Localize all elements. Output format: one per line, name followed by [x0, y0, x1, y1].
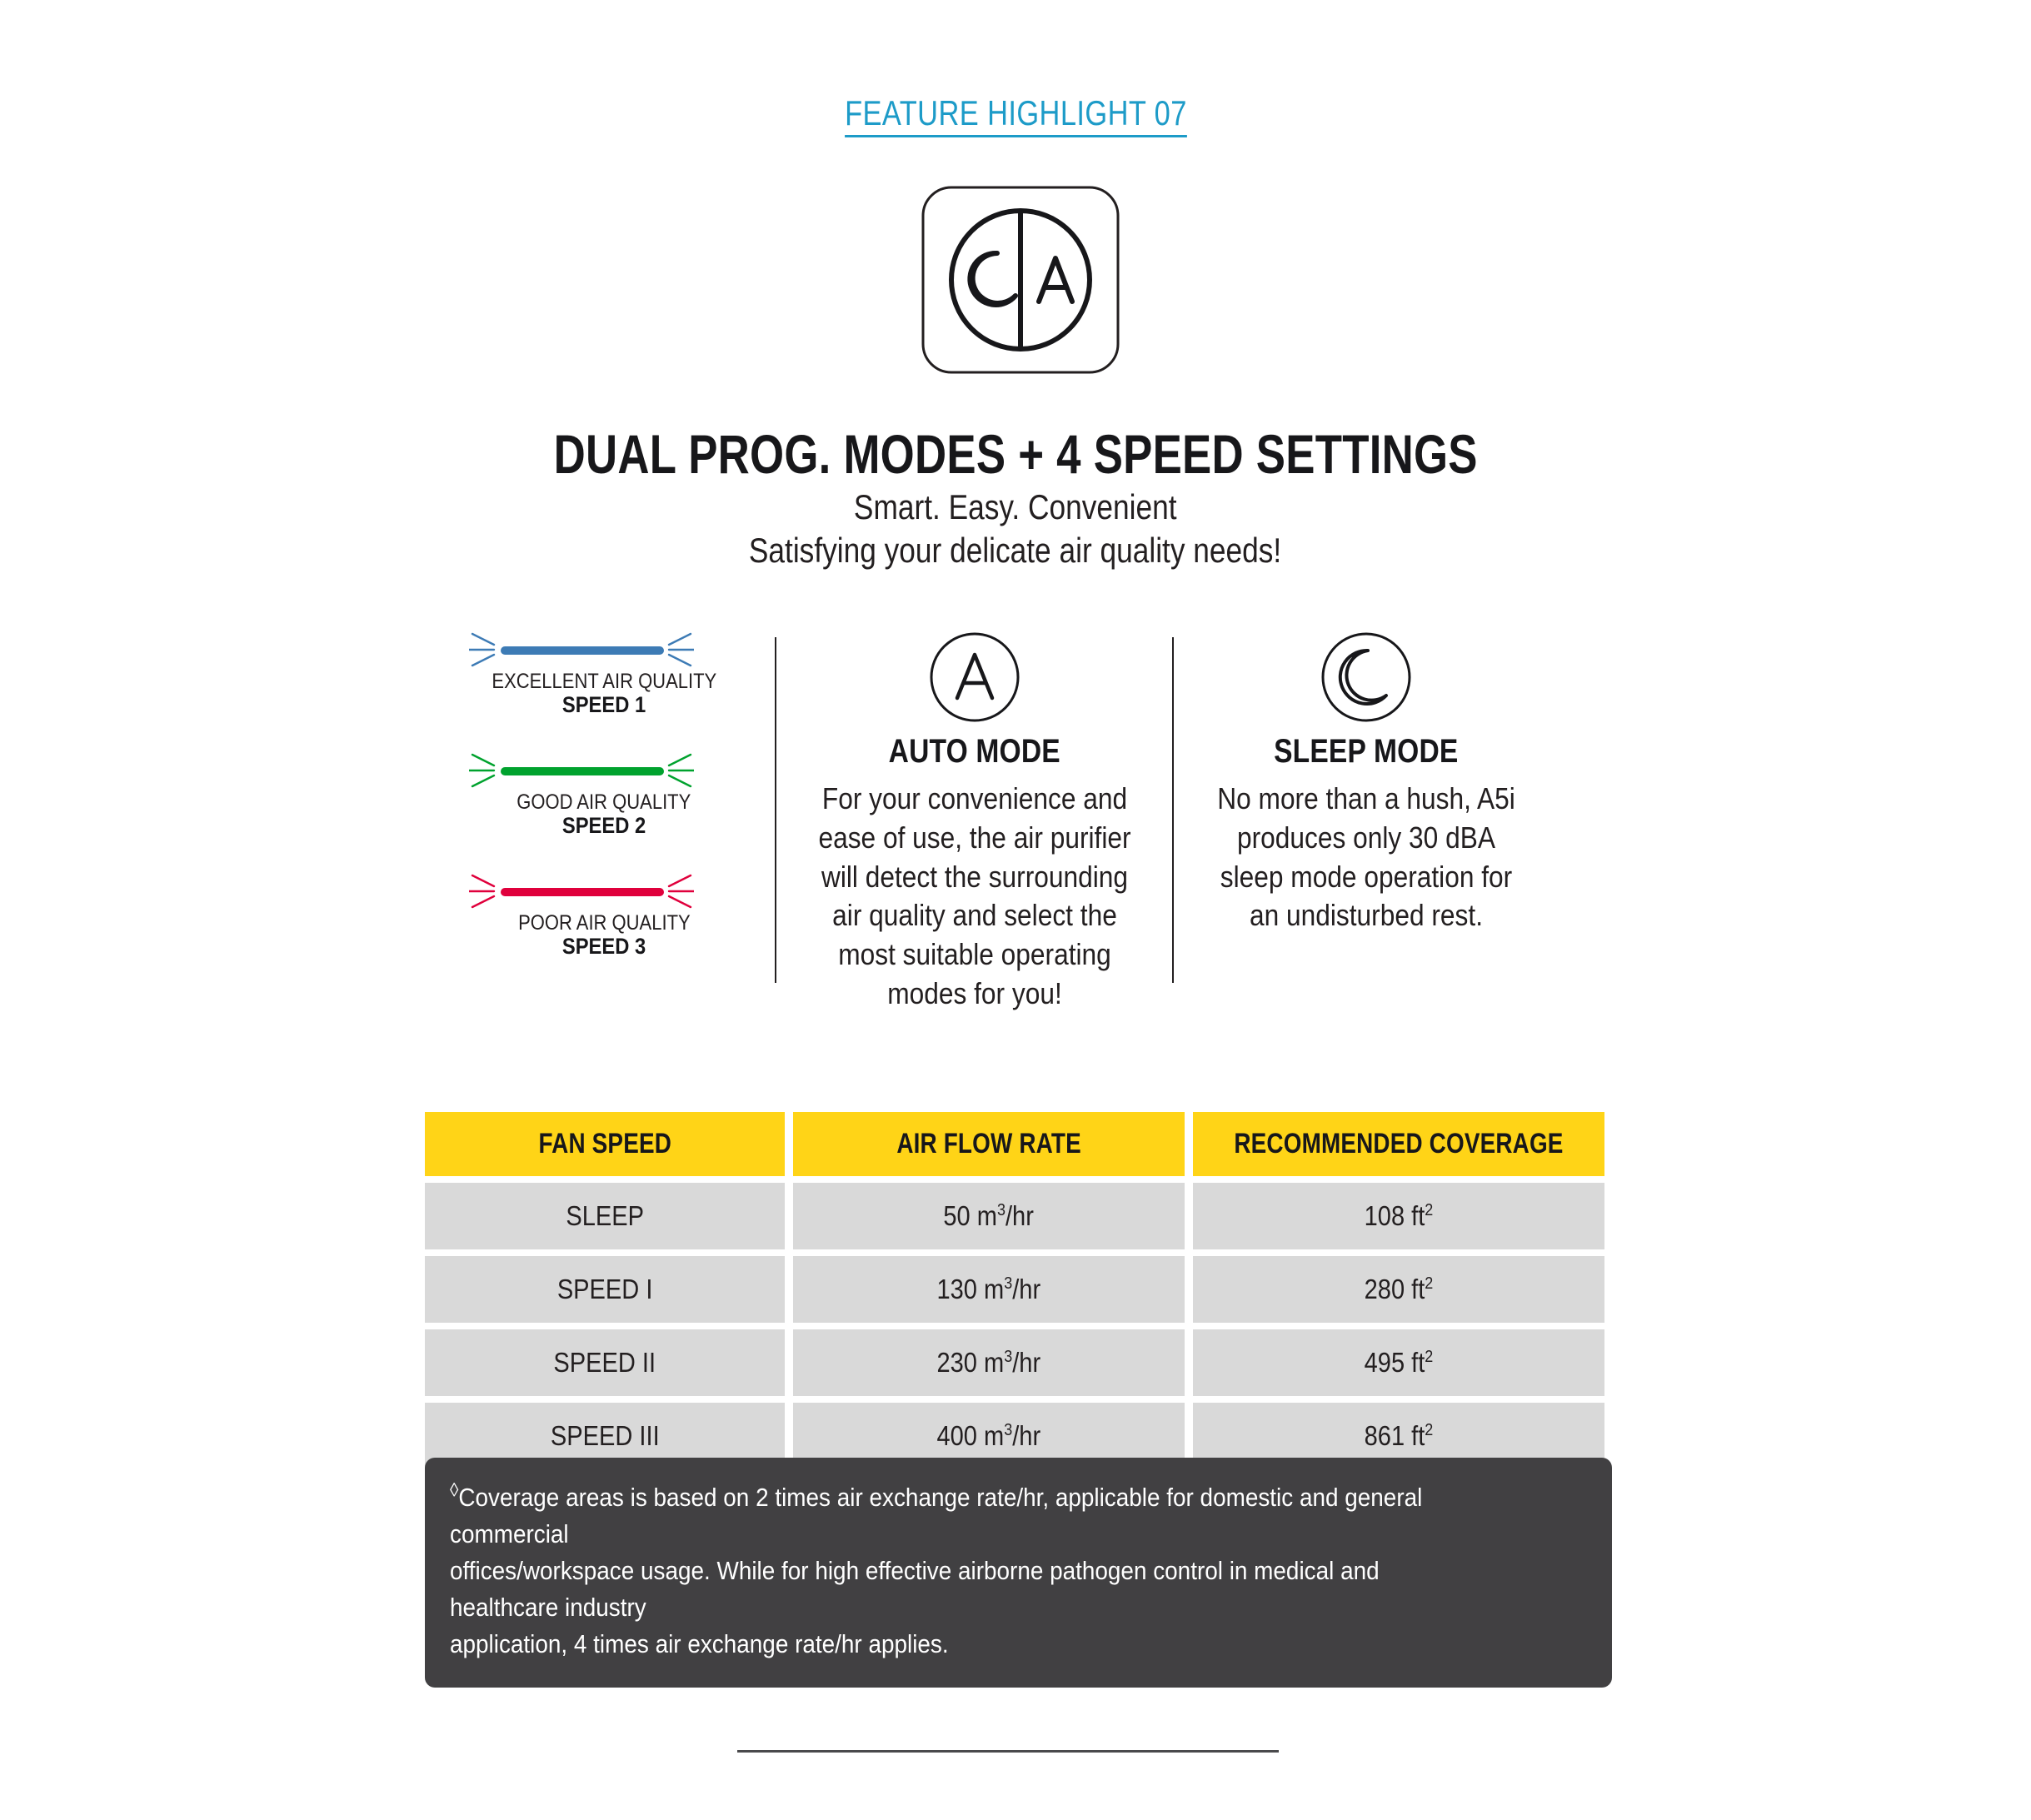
sleep-mode-title-text: SLEEP MODE [1274, 733, 1459, 770]
cell-fan-speed-text: SPEED II [553, 1347, 656, 1378]
footnote-line [450, 1479, 1587, 1553]
air-flow-unit: /hr [1006, 1200, 1035, 1231]
cell-air-flow-rate-text [944, 1200, 1034, 1232]
footnote-line-3-text: application, 4 times air exchange rate/hr applies. [450, 1629, 949, 1659]
air-flow-unit: /hr [1012, 1347, 1041, 1378]
coverage-superscript: 2 [1425, 1200, 1434, 1219]
sleep-mode-title [1187, 735, 1545, 768]
cell-air-flow-rate-text [937, 1347, 1041, 1379]
auto-mode-title-text: AUTO MODE [888, 733, 1061, 770]
cell-coverage [1193, 1329, 1604, 1396]
footnote-line-2-text: offices/workspace usage. While for high effective airborne pathogen control in medical and healthcare industry [450, 1556, 1380, 1623]
dual-mode-moon-auto-icon [921, 185, 1120, 375]
ray-left-icon [469, 872, 502, 910]
air-quality-speed-text: SPEED 2 [561, 813, 646, 838]
sleep-mode-body-line: No more than a hush, A5i [1217, 781, 1515, 815]
sleep-mode-body-line: an undisturbed rest. [1249, 898, 1484, 933]
table-header-air-flow-rate [793, 1112, 1185, 1176]
auto-mode-body-line: will detect the surrounding [821, 859, 1129, 894]
cell-coverage-text [1365, 1200, 1434, 1232]
air-quality-speed-text: SPEED 3 [561, 934, 646, 959]
table-header-recommended-coverage [1193, 1112, 1604, 1176]
subtitle-line-2-text: Satisfying your delicate air quality needs! [749, 531, 1282, 570]
coverage-superscript: 2 [1425, 1274, 1434, 1293]
auto-mode-column [787, 631, 1162, 1014]
cell-coverage [1193, 1256, 1604, 1323]
table-row [425, 1256, 1604, 1323]
eyebrow-heading [0, 93, 2031, 137]
column-divider-1 [775, 637, 776, 983]
air-quality-speed [471, 693, 737, 717]
bottom-divider [737, 1750, 1279, 1753]
coverage-superscript: 2 [1425, 1420, 1434, 1439]
cell-air-flow-rate-text [937, 1274, 1041, 1305]
table-header-row [425, 1112, 1604, 1176]
glowing-bar-indicator-icon [471, 631, 737, 669]
footnote-line-1 [450, 1479, 1474, 1553]
sleep-mode-column [1187, 631, 1545, 935]
footnote-box [425, 1458, 1612, 1688]
air-quality-bar [501, 646, 664, 655]
air-quality-label [471, 791, 737, 813]
ray-right-icon [661, 631, 694, 669]
cell-fan-speed-text: SPEED III [550, 1420, 660, 1451]
cell-coverage-text [1365, 1274, 1434, 1305]
air-flow-value: 230 m [936, 1347, 1005, 1378]
coverage-value: 108 ft [1364, 1200, 1425, 1231]
moon-circle-icon [1320, 631, 1413, 724]
air-quality-label-text: POOR AIR QUALITY [517, 911, 691, 935]
cell-fan-speed [425, 1183, 785, 1249]
page-title [0, 423, 2031, 485]
ray-left-icon [469, 631, 502, 669]
table-header-recommended-coverage-text: RECOMMENDED COVERAGE [1234, 1128, 1564, 1159]
cell-fan-speed-text: SPEED I [556, 1274, 653, 1304]
coverage-value: 495 ft [1364, 1347, 1425, 1378]
sleep-mode-body-line: sleep mode operation for [1220, 859, 1513, 894]
modes-band [0, 631, 2031, 1010]
air-flow-unit: /hr [1012, 1274, 1041, 1304]
air-quality-item [471, 751, 737, 872]
air-flow-value: 400 m [936, 1420, 1005, 1451]
air-flow-unit: /hr [1012, 1420, 1041, 1451]
subtitle-line-1 [0, 487, 2031, 526]
ray-left-icon [469, 751, 502, 790]
footnote-line [450, 1553, 1587, 1626]
subtitle-line-2 [0, 533, 2031, 568]
air-flow-superscript: 3 [997, 1200, 1006, 1219]
air-quality-speed-text: SPEED 1 [561, 692, 646, 717]
air-flow-superscript: 3 [1004, 1420, 1013, 1439]
air-quality-item [471, 872, 737, 993]
air-quality-label-text: EXCELLENT AIR QUALITY [492, 670, 716, 693]
air-flow-superscript: 3 [1004, 1274, 1013, 1293]
footnote-line [450, 1626, 1587, 1663]
sleep-mode-body-line: produces only 30 dBA [1237, 820, 1495, 855]
sleep-mode-body [1187, 780, 1545, 935]
cell-fan-speed [425, 1256, 785, 1323]
auto-letter-a-circle-icon [928, 631, 1021, 724]
page-title-text: DUAL PROG. MODES + 4 SPEED SETTINGS [553, 423, 1478, 485]
auto-mode-body-line: air quality and select the [832, 898, 1117, 933]
air-flow-value: 50 m [943, 1200, 998, 1231]
cell-coverage [1193, 1183, 1604, 1249]
air-quality-bar [501, 767, 664, 775]
cell-coverage-text [1365, 1347, 1434, 1379]
air-quality-label-text: GOOD AIR QUALITY [516, 790, 691, 814]
ray-right-icon [661, 751, 694, 790]
auto-mode-body-line: For your convenience and [821, 781, 1128, 815]
table-row [425, 1329, 1604, 1396]
cell-fan-speed-text: SLEEP [566, 1200, 644, 1231]
cell-coverage-text [1365, 1420, 1434, 1452]
air-quality-speed [471, 935, 737, 959]
auto-mode-body-line: most suitable operating [838, 937, 1111, 972]
table-header-fan-speed-text: FAN SPEED [538, 1128, 671, 1159]
air-flow-superscript: 3 [1004, 1347, 1013, 1366]
air-quality-item [471, 631, 737, 751]
air-quality-label [471, 912, 737, 934]
cell-air-flow-rate [793, 1183, 1185, 1249]
air-quality-bar [501, 888, 664, 896]
coverage-value: 861 ft [1364, 1420, 1425, 1451]
glowing-bar-indicator-icon [471, 872, 737, 910]
air-quality-label [471, 671, 737, 692]
footnote-line-1-text: Coverage areas is based on 2 times air exchange rate/hr, applicable for domestic and general commercial [450, 1483, 1423, 1549]
fan-speed-spec-table [425, 1112, 1604, 1476]
glowing-bar-indicator-icon [471, 751, 737, 790]
air-flow-value: 130 m [936, 1274, 1005, 1304]
air-quality-legend [471, 631, 737, 993]
table-row [425, 1183, 1604, 1249]
air-quality-speed [471, 814, 737, 838]
auto-mode-body-line: ease of use, the air purifier [818, 820, 1131, 855]
footnote-marker: ◊ [450, 1478, 459, 1501]
column-divider-2 [1172, 637, 1174, 983]
subtitle-line-1-text: Smart. Easy. Convenient [854, 487, 1177, 526]
auto-mode-body [787, 780, 1162, 1014]
cell-fan-speed [425, 1329, 785, 1396]
cell-air-flow-rate-text [937, 1420, 1041, 1452]
auto-mode-title [787, 735, 1162, 768]
table-header-fan-speed [425, 1112, 785, 1176]
coverage-value: 280 ft [1364, 1274, 1425, 1304]
cell-air-flow-rate [793, 1256, 1185, 1323]
eyebrow-label: FEATURE HIGHLIGHT 07 [845, 96, 1187, 137]
ray-right-icon [661, 872, 694, 910]
cell-air-flow-rate [793, 1329, 1185, 1396]
auto-mode-body-line: modes for you! [887, 975, 1062, 1010]
table-header-air-flow-rate-text: AIR FLOW RATE [896, 1128, 1081, 1159]
coverage-superscript: 2 [1425, 1347, 1434, 1366]
